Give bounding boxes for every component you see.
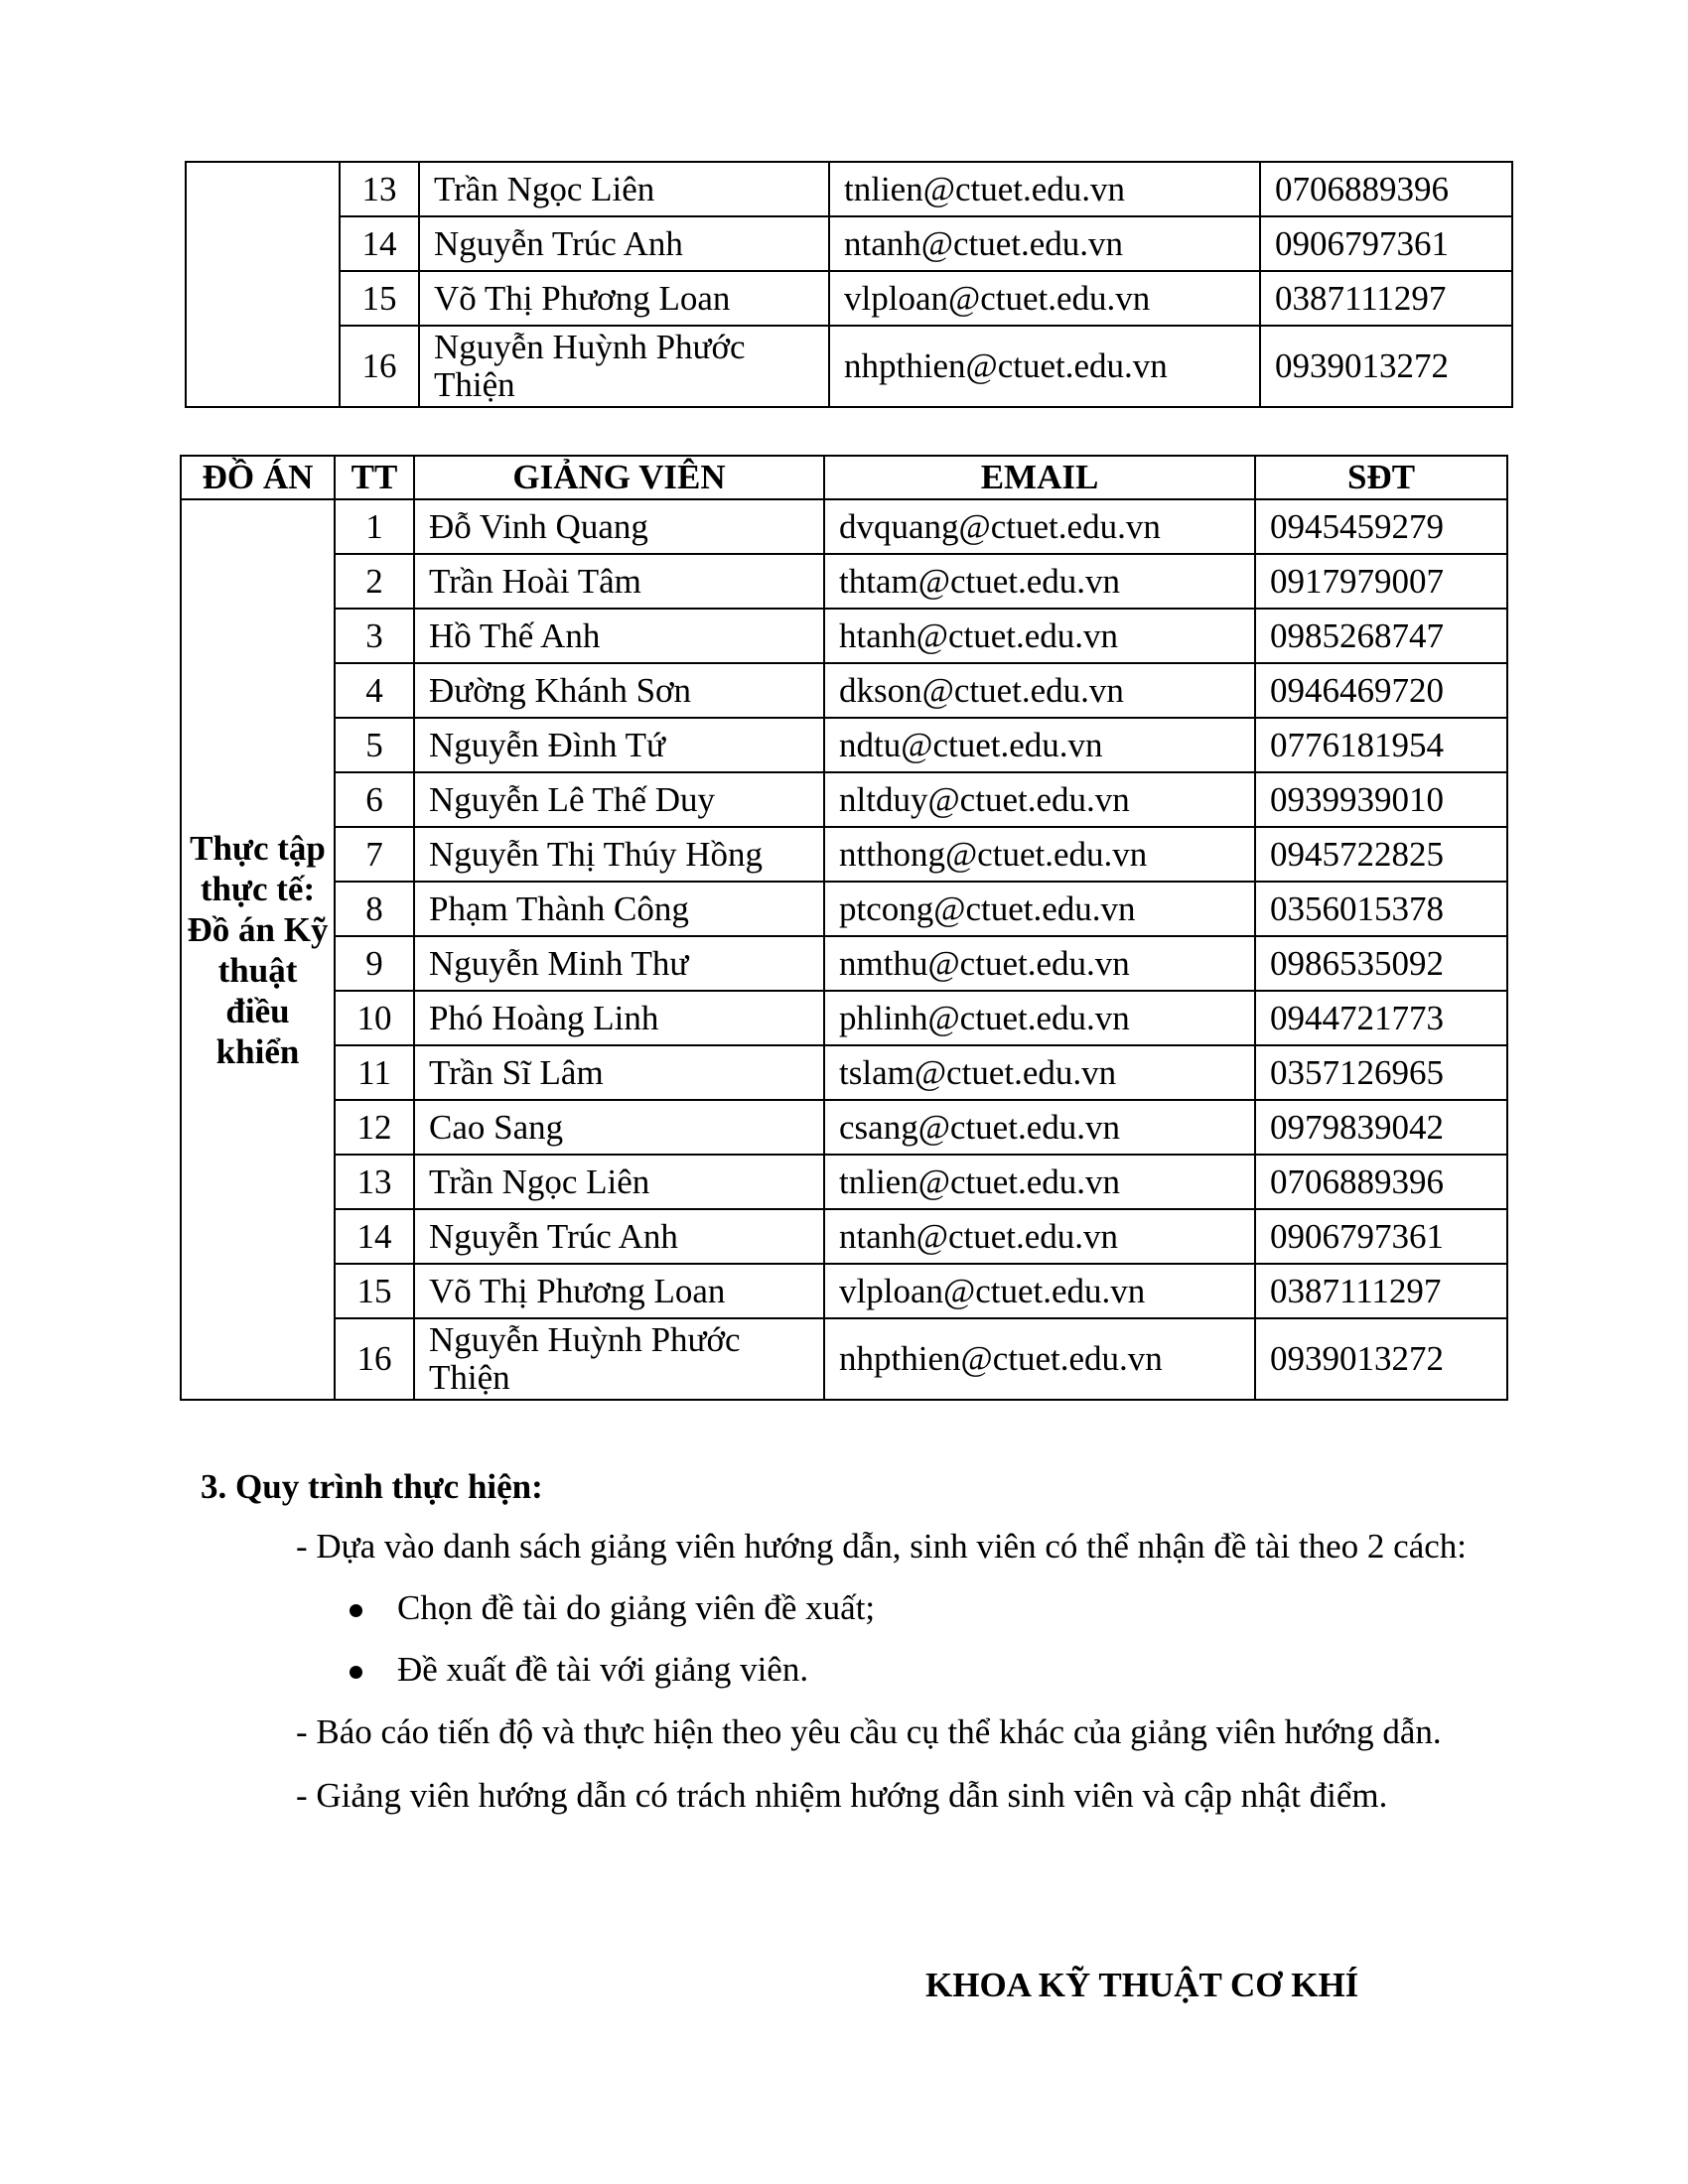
row-number: 11: [335, 1045, 414, 1100]
lecturer-phone: 0986535092: [1255, 936, 1507, 991]
table-row: [181, 1155, 1507, 1209]
lecturer-email: nmthu@ctuet.edu.vn: [824, 936, 1255, 991]
lecturer-phone: 0706889396: [1255, 1155, 1507, 1209]
table-row: [181, 1045, 1507, 1100]
row-number: 3: [335, 609, 414, 663]
table-header-row: [181, 456, 1507, 499]
table-row: [181, 991, 1507, 1045]
continued-lecturer-table: [185, 161, 1513, 408]
table-row: [181, 1100, 1507, 1155]
lecturer-phone: 0776181954: [1255, 718, 1507, 772]
lecturer-phone: 0944721773: [1255, 991, 1507, 1045]
header-email: EMAIL: [824, 456, 1255, 499]
signature-faculty: KHOA KỸ THUẬT CƠ KHÍ: [925, 1966, 1359, 2004]
lecturer-email: ntanh@ctuet.edu.vn: [824, 1209, 1255, 1264]
lecturer-email: csang@ctuet.edu.vn: [824, 1100, 1255, 1155]
lecturer-name: Võ Thị Phương Loan: [414, 1264, 824, 1318]
lecturer-phone: 0917979007: [1255, 554, 1507, 609]
lecturer-name: Hồ Thế Anh: [414, 609, 824, 663]
process-intro: - Dựa vào danh sách giảng viên hướng dẫn, sinh viên có thể nhận đề tài theo 2 cách:: [296, 1527, 1468, 1566]
bullet-item: Chọn đề tài do giảng viên đề xuất;: [397, 1588, 876, 1627]
process-line-responsibility: - Giảng viên hướng dẫn có trách nhiệm hướng dẫn sinh viên và cập nhật điểm.: [296, 1776, 1388, 1815]
table-row: [181, 1318, 1507, 1400]
row-number: 16: [340, 326, 419, 407]
lecturer-name: Nguyễn Huỳnh Phước Thiện: [419, 326, 829, 407]
lecturer-name: Trần Sĩ Lâm: [414, 1045, 824, 1100]
bullet-icon: [350, 1604, 362, 1617]
header-lecturer: GIẢNG VIÊN: [414, 456, 824, 499]
section-title: 3. Quy trình thực hiện:: [201, 1467, 543, 1506]
lecturer-email: dvquang@ctuet.edu.vn: [824, 499, 1255, 554]
lecturer-email: ntanh@ctuet.edu.vn: [829, 216, 1260, 271]
row-number: 6: [335, 772, 414, 827]
lecturer-name: Phó Hoàng Linh: [414, 991, 824, 1045]
table-row: [181, 1209, 1507, 1264]
lecturer-phone: 0946469720: [1255, 663, 1507, 718]
lecturer-phone: 0939013272: [1255, 1318, 1507, 1400]
lecturer-name: Nguyễn Minh Thư: [414, 936, 824, 991]
row-number: 15: [335, 1264, 414, 1318]
lecturer-email: vlploan@ctuet.edu.vn: [829, 271, 1260, 326]
lecturer-phone: 0939013272: [1260, 326, 1512, 407]
lecturer-name: Nguyễn Huỳnh Phước Thiện: [414, 1318, 824, 1400]
table-row: [186, 326, 1512, 407]
row-number: 4: [335, 663, 414, 718]
table-row: [186, 162, 1512, 216]
lecturer-email: tnlien@ctuet.edu.vn: [829, 162, 1260, 216]
lecturer-name: Trần Ngọc Liên: [414, 1155, 824, 1209]
lecturer-email: dkson@ctuet.edu.vn: [824, 663, 1255, 718]
lecturer-phone: 0945722825: [1255, 827, 1507, 882]
bullet-item: Đề xuất đề tài với giảng viên.: [397, 1650, 809, 1689]
table-row: [181, 554, 1507, 609]
row-number: 13: [340, 162, 419, 216]
header-phone: SĐT: [1255, 456, 1507, 499]
lecturer-name: Cao Sang: [414, 1100, 824, 1155]
lecturer-email: tslam@ctuet.edu.vn: [824, 1045, 1255, 1100]
bullet-icon: [350, 1666, 362, 1679]
lecturer-email: ntthong@ctuet.edu.vn: [824, 827, 1255, 882]
lecturer-phone: 0706889396: [1260, 162, 1512, 216]
row-number: 10: [335, 991, 414, 1045]
lecturer-name: Nguyễn Đình Tứ: [414, 718, 824, 772]
lecturer-name: Nguyễn Trúc Anh: [414, 1209, 824, 1264]
lecturer-phone: 0985268747: [1255, 609, 1507, 663]
table-row: [181, 663, 1507, 718]
lecturer-phone: 0906797361: [1255, 1209, 1507, 1264]
lecturer-email: ndtu@ctuet.edu.vn: [824, 718, 1255, 772]
lecturer-phone: 0387111297: [1260, 271, 1512, 326]
lecturer-email: nltduy@ctuet.edu.vn: [824, 772, 1255, 827]
lecturer-phone: 0906797361: [1260, 216, 1512, 271]
lecturer-email: nhpthien@ctuet.edu.vn: [824, 1318, 1255, 1400]
row-number: 15: [340, 271, 419, 326]
row-number: 12: [335, 1100, 414, 1155]
lecturer-phone: 0979839042: [1255, 1100, 1507, 1155]
table-row: [186, 271, 1512, 326]
table-row: [181, 827, 1507, 882]
table-row: [181, 882, 1507, 936]
row-number: 16: [335, 1318, 414, 1400]
header-project: ĐỒ ÁN: [181, 456, 335, 499]
lecturer-name: Trần Ngọc Liên: [419, 162, 829, 216]
lecturer-name: Đỗ Vinh Quang: [414, 499, 824, 554]
lecturer-email: tnlien@ctuet.edu.vn: [824, 1155, 1255, 1209]
lecturer-email: thtam@ctuet.edu.vn: [824, 554, 1255, 609]
row-number: 5: [335, 718, 414, 772]
table-row: [181, 936, 1507, 991]
table-row: [186, 216, 1512, 271]
row-number: 14: [340, 216, 419, 271]
lecturer-name: Nguyễn Thị Thúy Hồng: [414, 827, 824, 882]
project-group-label: Thực tập thực tế: Đồ án Kỹ thuật điều khiển: [181, 499, 335, 1400]
row-number: 8: [335, 882, 414, 936]
header-tt: TT: [335, 456, 414, 499]
row-number: 2: [335, 554, 414, 609]
lecturer-table: [180, 455, 1508, 1401]
lecturer-name: Đường Khánh Sơn: [414, 663, 824, 718]
lecturer-email: phlinh@ctuet.edu.vn: [824, 991, 1255, 1045]
lecturer-name: Võ Thị Phương Loan: [419, 271, 829, 326]
lecturer-phone: 0945459279: [1255, 499, 1507, 554]
row-number: 14: [335, 1209, 414, 1264]
row-number: 13: [335, 1155, 414, 1209]
lecturer-name: Trần Hoài Tâm: [414, 554, 824, 609]
table-row: [181, 609, 1507, 663]
group-cell-empty: [186, 162, 340, 407]
row-number: 9: [335, 936, 414, 991]
lecturer-name: Phạm Thành Công: [414, 882, 824, 936]
lecturer-phone: 0939939010: [1255, 772, 1507, 827]
lecturer-phone: 0356015378: [1255, 882, 1507, 936]
lecturer-phone: 0387111297: [1255, 1264, 1507, 1318]
lecturer-name: Nguyễn Lê Thế Duy: [414, 772, 824, 827]
row-number: 7: [335, 827, 414, 882]
table-row: [181, 1264, 1507, 1318]
lecturer-name: Nguyễn Trúc Anh: [419, 216, 829, 271]
table-row: [181, 772, 1507, 827]
lecturer-email: vlploan@ctuet.edu.vn: [824, 1264, 1255, 1318]
lecturer-email: htanh@ctuet.edu.vn: [824, 609, 1255, 663]
process-line-report: - Báo cáo tiến độ và thực hiện theo yêu cầu cụ thể khác của giảng viên hướng dẫn.: [296, 1712, 1442, 1751]
lecturer-email: ptcong@ctuet.edu.vn: [824, 882, 1255, 936]
table-row: [181, 499, 1507, 554]
lecturer-email: nhpthien@ctuet.edu.vn: [829, 326, 1260, 407]
lecturer-phone: 0357126965: [1255, 1045, 1507, 1100]
table-row: [181, 718, 1507, 772]
row-number: 1: [335, 499, 414, 554]
